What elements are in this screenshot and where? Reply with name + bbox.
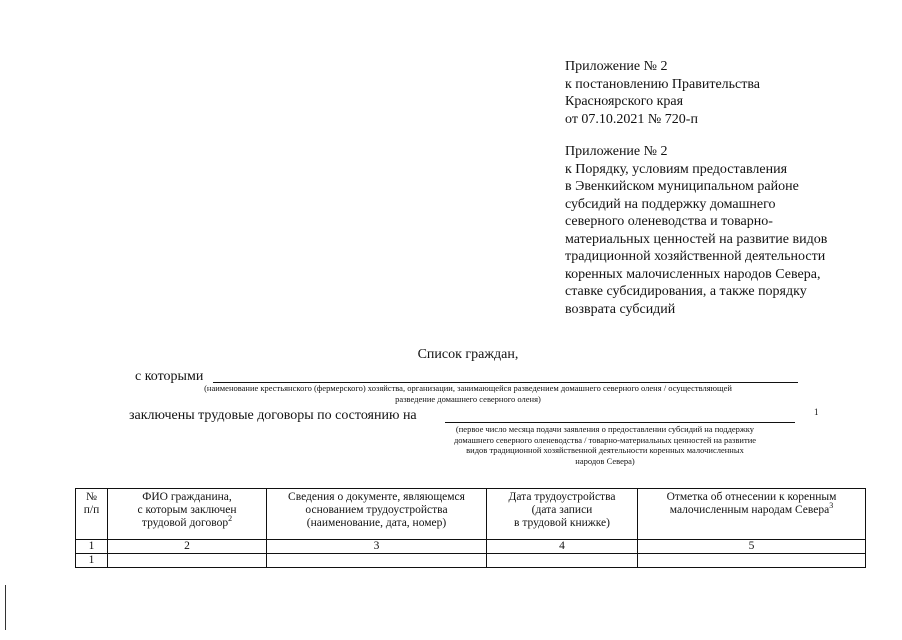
with-whom-label: с которыми (135, 369, 204, 384)
table-header-cell: ФИО гражданина, с которым заключен трудовой договор$^2$ (108, 489, 267, 540)
date-note-line: домашнего северного оленеводства / товарно-материальных ценностей на развитие (453, 434, 757, 445)
footnote-mark: 1 (814, 407, 819, 417)
appendix-header-government (565, 58, 760, 128)
organization-note (100, 383, 836, 404)
table-cell[interactable] (267, 554, 487, 568)
table-header-cell: Сведения о документе, являющемся основанием трудоустройства (наименование, дата, номер) (267, 489, 487, 540)
form-title: Список граждан, (417, 347, 519, 362)
table-cell[interactable] (108, 554, 267, 568)
footnote-superscript: 2 (228, 514, 233, 524)
appendix-line: северного оленеводства и товарно- (565, 214, 773, 229)
table-header-cell: Дата трудоустройства (дата записи в трудовой книжке) (487, 489, 638, 540)
appendix-line: Красноярского края (565, 94, 684, 109)
appendix-line: традиционной хозяйственной деятельности (565, 249, 826, 264)
column-number-row (76, 540, 866, 554)
table-cell[interactable] (638, 554, 866, 568)
table-row (76, 554, 866, 568)
citizens-table (75, 488, 866, 568)
date-note-line: (первое число месяца подачи заявления о предоставлении субсидий на поддержку (455, 424, 755, 434)
column-number-cell: 1 (76, 540, 108, 554)
table-header-cell: № п/п (76, 489, 108, 540)
appendix-line: от 07.10.2021 № 720-п (565, 111, 698, 127)
table-header-cell: Отметка об отнесении к коренным малочисленным народам Севера$^3$ (638, 489, 866, 540)
contracts-label: заключены трудовые договоры по состоянию на (129, 408, 417, 423)
column-number-cell: 2 (108, 540, 267, 554)
column-number-cell: 5 (638, 540, 866, 554)
row-number-cell: 1 (76, 554, 108, 568)
appendix-line: материальных ценностей на развитие видов (565, 231, 828, 247)
appendix-line: к Порядку, условиям предоставления (565, 161, 788, 177)
as-of-date-field[interactable] (445, 422, 795, 423)
table-cell[interactable] (487, 554, 638, 568)
organization-note-line: разведение домашнего северного оленя) (395, 393, 541, 404)
appendix-line: коренных малочисленных народов Севера, (565, 266, 821, 282)
appendix-line: в Эвенкийском муниципальном районе (565, 179, 799, 194)
date-note-line: народов Севера) (575, 455, 635, 466)
appendix-line: ставке субсидирования, а также порядку (565, 284, 807, 299)
column-number-cell: 4 (487, 540, 638, 554)
appendix-line: субсидий на поддержку домашнего (565, 196, 776, 212)
appendix-line: Приложение № 2 (565, 59, 668, 74)
appendix-header-procedure (565, 143, 827, 318)
appendix-line: возврата субсидий (565, 301, 676, 317)
footnote-superscript: 3 (829, 501, 834, 511)
date-note (400, 424, 810, 466)
organization-note-line: (наименование крестьянского (фермерского) хозяйства, организации, занимающейся разведением домашнего северного оленя / осуществляющей (204, 383, 732, 393)
scan-margin-line (5, 585, 6, 630)
table-header-row (76, 489, 866, 540)
appendix-line: к постановлению Правительства (565, 76, 761, 92)
date-note-line: видов традиционной хозяйственной деятельности коренных малочисленных (466, 445, 744, 455)
column-number-cell: 3 (267, 540, 487, 554)
appendix-line: Приложение № 2 (565, 144, 668, 159)
